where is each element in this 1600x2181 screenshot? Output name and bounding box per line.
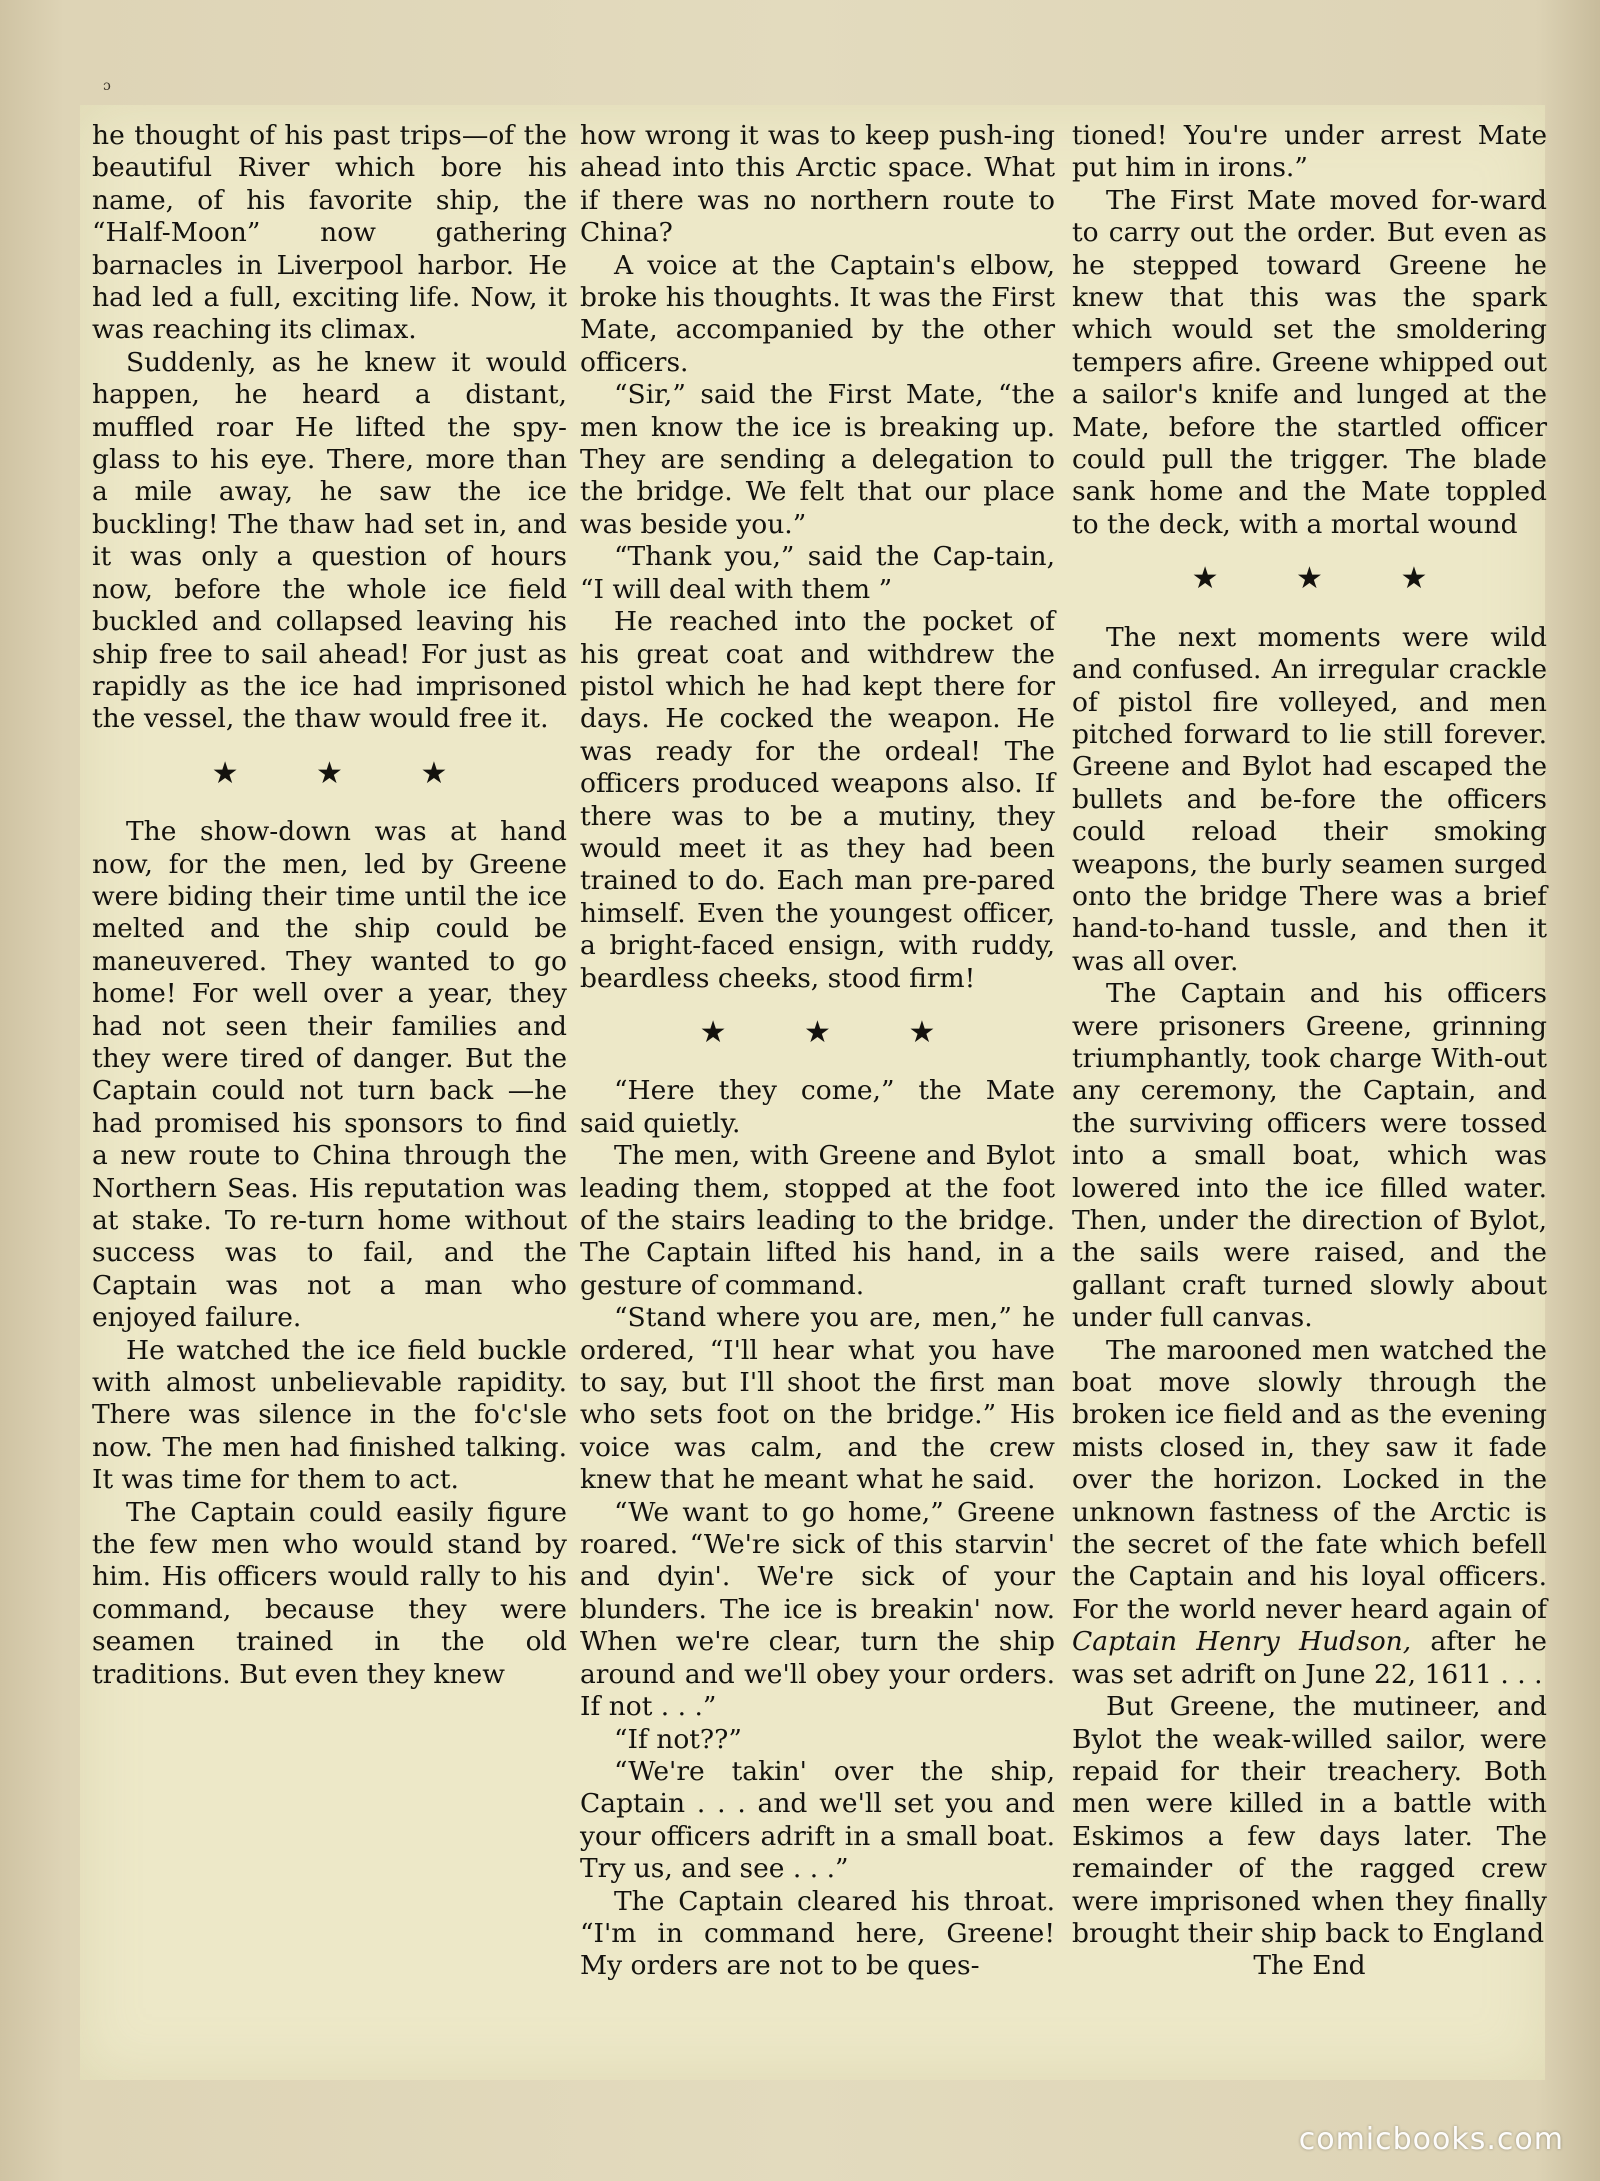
watermark: comicbooks.com (1298, 2122, 1564, 2157)
paragraph: The Captain and his officers were prisoners Greene, grinning triumphantly, took charge With-out any ceremony, the Captain, and the surviving officers were tossed into a small boat, which was lowered into the ice filled water. Then, under the direction of Bylot, the sails were raised, and the gallant craft turned slowly about under full canvas. (1072, 978, 1547, 1334)
text-column-2 (580, 120, 1055, 1983)
section-separator: ★ ★ ★ (1191, 561, 1462, 597)
paragraph: how wrong it was to keep push-ing ahead into this Arctic space. What if there was no northern route to China? (580, 120, 1055, 249)
paragraph: tioned! You're under arrest Mate put him in irons.” (1072, 120, 1547, 184)
paragraph: “Thank you,” said the Cap-tain, “I will deal with them ” (580, 541, 1055, 605)
paragraph: “We're takin' over the ship, Captain . . . and we'll set you and your officers adrift in a small boat. Try us, and see . . .” (580, 1755, 1055, 1885)
captain-name: Captain Henry Hudson, (1072, 1626, 1412, 1658)
paragraph (1072, 1335, 1547, 1691)
paragraph: He watched the ice field buckle with almost unbelievable rapidity. There was silence in the fo'c'sle now. The men had finished talking. It was time for them to act. (92, 1334, 567, 1496)
section-separator: ★ ★ ★ (699, 1014, 970, 1050)
paragraph: He reached into the pocket of his great coat and withdrew the pistol which he had kept there for days. He cocked the weapon. He was ready for the ordeal! The officers produced weapons also. If there was to be a mutiny, they would meet it as they had been trained to do. Each man pre-pared himself. Even the youngest officer, a bright-faced ensign, with ruddy, beardless cheeks, stood firm! (580, 606, 1055, 994)
paragraph: The men, with Greene and Bylot leading them, stopped at the foot of the stairs leading to the bridge. The Captain lifted his hand, in a gesture of command. (580, 1140, 1055, 1301)
paragraph: “Sir,” said the First Mate, “the men know the ice is breaking up. They are sending a delegation to the bridge. We felt that our place was beside you.” (580, 379, 1055, 540)
paragraph-text: after he was set adrift on June 22, 1611 . . . (1072, 1626, 1547, 1690)
paragraph: The First Mate moved for-ward to carry out the order. But even as he stepped toward Greene he knew that this was the spark which would set the smoldering tempers afire. Greene whipped out a sailor's knife and lunged at the Mate, before the startled officer could pull the trigger. The blade sank home and the Mate toppled to the deck, with a mortal wound (1072, 184, 1547, 540)
section-separator: ★ ★ ★ (211, 755, 482, 791)
paragraph: “Stand where you are, men,” he ordered, “I'll hear what you have to say, but I'll shoot the first man who sets foot on the bridge.” His voice was calm, and the crew knew that he meant what he said. (580, 1302, 1055, 1496)
paragraph: “We want to go home,” Greene roared. “We're sick of this starvin' and dyin'. We're sick of your blunders. The ice is breakin' now. When we're clear, turn the ship around and we'll obey your orders. If not . . .” (580, 1496, 1055, 1723)
the-end-label: The End (1253, 1950, 1366, 1982)
paragraph: A voice at the Captain's elbow, broke his thoughts. It was the First Mate, accompanied by the other officers. (580, 249, 1055, 378)
paragraph: But Greene, the mutineer, and Bylot the weak-willed sailor, were repaid for their treachery. Both men were killed in a battle with Eskimos a few days later. The remainder of the ragged crew were imprisoned when they finally brought their ship back to England (1072, 1691, 1547, 1949)
paragraph: he thought of his past trips—of the beautiful River which bore his name, of his favorite ship, the “Half-Moon” now gathering barnacles in Liverpool harbor. He had led a full, exciting life. Now, it was reaching its climax. (92, 120, 567, 346)
text-column-1 (92, 120, 567, 1691)
text-column-3 (1072, 120, 1547, 1983)
page-mark: ɔ (103, 78, 111, 94)
paragraph: The Captain could easily figure the few men who would stand by him. His officers would rally to his command, because they were seamen trained in the old traditions. But even they knew (92, 1496, 567, 1690)
paragraph-text: The marooned men watched the boat move slowly through the broken ice field and as the evening mists closed in, they saw it fade over the horizon. Locked in the unknown fastness of the Arctic is the secret of the fate which befell the Captain and his loyal officers. For the world never heard again of (1072, 1334, 1547, 1625)
paragraph: The show-down was at hand now, for the men, led by Greene were biding their time until the ice melted and the ship could be maneuvered. They wanted to go home! For well over a year, they had not seen their families and they were tired of danger. But the Captain could not turn back —he had promised his sponsors to find a new route to China through the Northern Seas. His reputation was at stake. To re-turn home without success was to fail, and the Captain was not a man who enjoyed failure. (92, 816, 567, 1334)
paragraph: The next moments were wild and confused. An irregular crackle of pistol fire volleyed, and men pitched forward to lie still forever. Greene and Bylot had escaped the bullets and be-fore the officers could reload their smoking weapons, the burly seamen surged onto the bridge There was a brief hand-to-hand tussle, and then it was all over. (1072, 621, 1547, 977)
paragraph: Suddenly, as he knew it would happen, he heard a distant, muffled roar He lifted the spy-glass to his eye. There, more than a mile away, he saw the ice buckling! The thaw had set in, and it was only a question of hours now, before the whole ice field buckled and collapsed leaving his ship free to sail ahead! For just as rapidly as the ice had imprisoned the vessel, the thaw would free it. (92, 346, 567, 735)
paragraph: “Here they come,” the Mate said quietly. (580, 1075, 1055, 1139)
paragraph: “If not??” (614, 1723, 742, 1755)
paragraph: The Captain cleared his throat. “I'm in command here, Greene! My orders are not to be ques- (580, 1885, 1055, 1982)
